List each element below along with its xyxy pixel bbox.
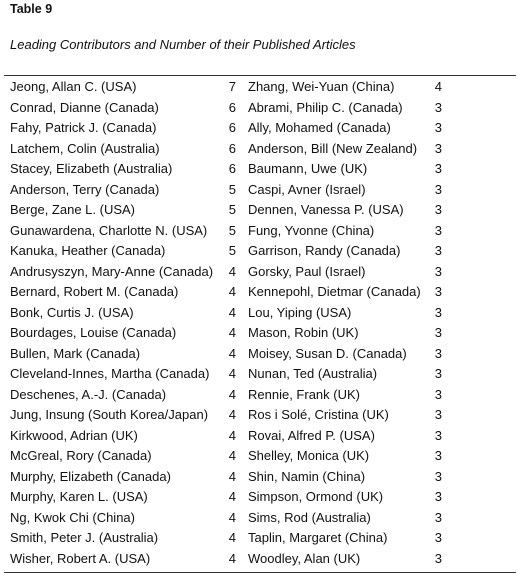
- contributor-name: Shelley, Monica (UK): [248, 448, 370, 463]
- contributor-name: Rennie, Frank (UK): [248, 386, 360, 402]
- article-count: 3: [434, 181, 442, 197]
- article-count: 4: [228, 407, 236, 422]
- contributor-name: Jung, Insung (South Korea/Japan): [10, 407, 209, 422]
- table-row: [0, 426, 520, 447]
- contributor-name: Mason, Robin (UK): [248, 325, 359, 340]
- contributor-name: Ng, Kwok Chi (China): [10, 509, 135, 525]
- contributor-name: McGreal, Rory (Canada): [10, 448, 152, 463]
- contributor-name: Andrusyszyn, Mary-Anne (Canada): [10, 263, 214, 279]
- contributor-name: Kanuka, Heather (Canada): [10, 243, 166, 258]
- contributor-name: Ally, Mohamed (Canada): [248, 120, 391, 135]
- contributor-name: Anderson, Terry (Canada): [10, 181, 160, 197]
- contributor-name: Deschenes, A.-J. (Canada): [10, 386, 167, 402]
- table-row: [0, 344, 520, 365]
- table-row: [0, 77, 520, 98]
- contributor-name: Bonk, Curtis J. (USA): [10, 304, 134, 320]
- contributor-name: Jeong, Allan C. (USA): [10, 79, 137, 94]
- table-row: [0, 405, 520, 426]
- article-count: 3: [434, 530, 442, 545]
- contributor-name: Nunan, Ted (Australia): [248, 366, 378, 381]
- contributor-name: Smith, Peter J. (Australia): [10, 530, 159, 545]
- article-count: 3: [434, 550, 442, 566]
- contributor-name: Baumann, Uwe (UK): [248, 161, 368, 176]
- table-row: [0, 528, 520, 549]
- article-count: 3: [434, 427, 442, 443]
- table-row: [0, 139, 520, 160]
- table-row: [0, 98, 520, 119]
- article-count: 3: [434, 386, 442, 402]
- contributor-name: Bernard, Robert M. (Canada): [10, 284, 179, 299]
- article-count: 3: [434, 325, 442, 340]
- table-row: [0, 221, 520, 242]
- contributor-name: Conrad, Dianne (Canada): [10, 99, 159, 115]
- contributor-name: Bullen, Mark (Canada): [10, 345, 141, 361]
- contributor-name: Lou, Yiping (USA): [248, 304, 352, 320]
- article-count: 4: [228, 325, 236, 340]
- contributor-name: Rovai, Alfred P. (USA): [248, 427, 375, 443]
- contributor-name: Gorsky, Paul (Israel): [248, 263, 366, 279]
- article-count: 3: [434, 243, 442, 258]
- article-count: 3: [434, 202, 442, 217]
- table-row: [0, 385, 520, 406]
- contributor-name: Kirkwood, Adrian (UK): [10, 427, 138, 443]
- contributor-name: Fahy, Patrick J. (Canada): [10, 120, 157, 135]
- contributor-name: Bourdages, Louise (Canada): [10, 325, 177, 340]
- table-row: [0, 282, 520, 303]
- article-count: 4: [228, 386, 236, 402]
- article-count: 3: [434, 345, 442, 361]
- article-count: 4: [434, 79, 442, 94]
- table-row: [0, 467, 520, 488]
- article-count: 4: [228, 489, 236, 504]
- article-count: 3: [434, 448, 442, 463]
- article-count: 4: [228, 448, 236, 463]
- table-row: [0, 262, 520, 283]
- article-count: 4: [228, 345, 236, 361]
- article-count: 5: [228, 222, 236, 238]
- contributor-name: Gunawardena, Charlotte N. (USA): [10, 222, 208, 238]
- table-row: [0, 241, 520, 262]
- contributor-name: Zhang, Wei-Yuan (China): [248, 79, 395, 94]
- article-count: 3: [434, 366, 442, 381]
- article-count: 5: [228, 202, 236, 217]
- article-count: 3: [434, 489, 442, 504]
- article-count: 6: [228, 161, 236, 176]
- contributor-name: Dennen, Vanessa P. (USA): [248, 202, 404, 217]
- article-count: 3: [434, 161, 442, 176]
- article-count: 4: [228, 550, 236, 566]
- article-count: 4: [228, 509, 236, 525]
- table-row: [0, 180, 520, 201]
- table-top-rule: [4, 75, 516, 76]
- article-count: 4: [228, 468, 236, 484]
- table-row: [0, 118, 520, 139]
- contributor-name: Abrami, Philip C. (Canada): [248, 99, 403, 115]
- contributors-table: [0, 77, 520, 569]
- contributor-name: Murphy, Elizabeth (Canada): [10, 468, 171, 484]
- contributor-name: Latchem, Colin (Australia): [10, 140, 160, 156]
- table-number-label: Table 9: [10, 2, 53, 16]
- article-count: 3: [434, 468, 442, 484]
- contributor-name: Wisher, Robert A. (USA): [10, 550, 151, 566]
- table-row: [0, 364, 520, 385]
- article-count: 3: [434, 140, 442, 156]
- table-row: [0, 200, 520, 221]
- contributor-name: Sims, Rod (Australia): [248, 509, 371, 525]
- contributor-name: Ros i Solé, Cristina (UK): [248, 407, 389, 422]
- contributor-name: Anderson, Bill (New Zealand): [248, 140, 418, 156]
- contributor-name: Cleveland-Innes, Martha (Canada): [10, 366, 210, 381]
- contributor-name: Stacey, Elizabeth (Australia): [10, 161, 173, 176]
- contributor-name: Caspi, Avner (Israel): [248, 181, 366, 197]
- article-count: 4: [228, 304, 236, 320]
- contributor-name: Fung, Yvonne (China): [248, 222, 375, 238]
- article-count: 7: [228, 79, 236, 94]
- table-row: [0, 487, 520, 508]
- article-count: 4: [228, 530, 236, 545]
- contributor-name: Berge, Zane L. (USA): [10, 202, 135, 217]
- article-count: 3: [434, 284, 442, 299]
- article-count: 3: [434, 263, 442, 279]
- article-count: 6: [228, 120, 236, 135]
- contributor-name: Taplin, Margaret (China): [248, 530, 388, 545]
- table-row: [0, 159, 520, 180]
- contributor-name: Moisey, Susan D. (Canada): [248, 345, 407, 361]
- table-row: [0, 446, 520, 467]
- article-count: 4: [228, 263, 236, 279]
- contributor-name: Garrison, Randy (Canada): [248, 243, 401, 258]
- article-count: 3: [434, 222, 442, 238]
- article-count: 3: [434, 304, 442, 320]
- article-count: 5: [228, 181, 236, 197]
- contributor-name: Woodley, Alan (UK): [248, 550, 361, 566]
- contributor-name: Kennepohl, Dietmar (Canada): [248, 284, 421, 299]
- table-row: [0, 303, 520, 324]
- article-count: 3: [434, 99, 442, 115]
- contributor-name: Murphy, Karen L. (USA): [10, 489, 148, 504]
- table-row: [0, 508, 520, 529]
- article-count: 6: [228, 99, 236, 115]
- table-row: [0, 549, 520, 570]
- contributor-name: Shin, Namin (China): [248, 468, 366, 484]
- contributor-name: Simpson, Ormond (UK): [248, 489, 384, 504]
- table-row: [0, 323, 520, 344]
- table-bottom-rule: [4, 572, 516, 573]
- article-count: 4: [228, 366, 236, 381]
- article-count: 3: [434, 120, 442, 135]
- article-count: 4: [228, 284, 236, 299]
- article-count: 6: [228, 140, 236, 156]
- article-count: 3: [434, 509, 442, 525]
- table-caption: Leading Contributors and Number of their Published Articles: [10, 37, 356, 52]
- article-count: 3: [434, 407, 442, 422]
- article-count: 5: [228, 243, 236, 258]
- article-count: 4: [228, 427, 236, 443]
